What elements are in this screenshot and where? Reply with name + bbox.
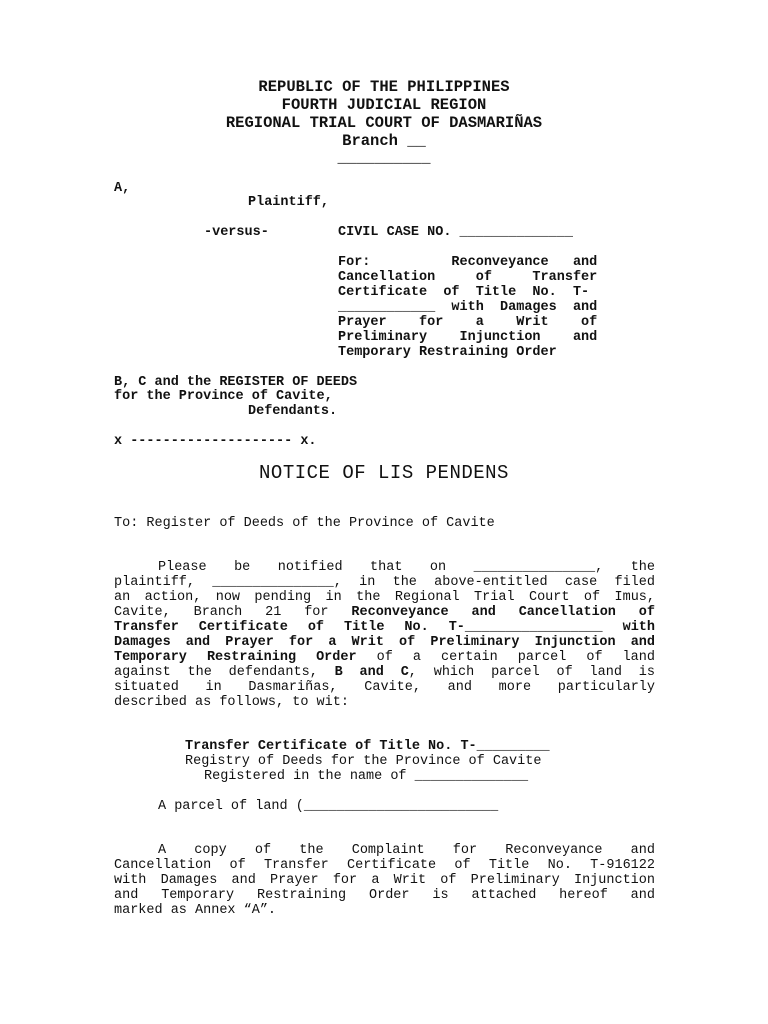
registry-line: Registry of Deeds for the Province of Cavite xyxy=(185,754,542,769)
defendants-line-2: for the Province of Cavite, xyxy=(114,389,333,404)
body-line: against the defendants, B and C, which parcel of land is xyxy=(114,665,655,680)
for-line: Cancellation of Transfer xyxy=(338,270,598,285)
plaintiff-name: A, xyxy=(114,181,131,196)
for-line: Certificate of Title No. T- xyxy=(338,285,590,300)
caption-separator: x -------------------- x. xyxy=(114,434,317,449)
body-line: situated in Dasmariñas, Cavite, and more particularly xyxy=(114,680,655,695)
body-line: Please be notified that on _______________, the xyxy=(158,560,655,575)
body-line: Transfer Certificate of Title No. T-_________________ with xyxy=(114,620,655,635)
registered-name-line: Registered in the name of ______________ xyxy=(204,769,529,784)
plaintiff-label: Plaintiff, xyxy=(248,195,330,210)
document-title: NOTICE OF LIS PENDENS xyxy=(259,462,509,484)
for-line: Preliminary Injunction and xyxy=(338,330,598,345)
for-line: Prayer for a Writ of xyxy=(338,315,598,330)
addressee: To: Register of Deeds of the Province of Cavite xyxy=(114,516,495,531)
body-line: described as follows, to wit: xyxy=(114,695,349,710)
for-line: ____________ with Damages and xyxy=(338,300,598,315)
annex-line: Cancellation of Transfer Certificate of Title No. T-916122 xyxy=(114,858,655,873)
body-line: plaintiff, _______________, in the above-entitled case filed xyxy=(114,575,655,590)
caption-court: REGIONAL TRIAL COURT OF DASMARIÑAS xyxy=(225,114,543,132)
caption-branch-blank: __________ xyxy=(337,149,431,167)
for-line: Temporary Restraining Order xyxy=(338,345,557,360)
caption-region: FOURTH JUDICIAL REGION xyxy=(281,96,487,114)
body-line: Cavite, Branch 21 for Reconveyance and Cancellation of xyxy=(114,605,655,620)
body-line: an action, now pending in the Regional Trial Court of Imus, xyxy=(114,590,655,605)
caption-branch: Branch __ xyxy=(342,132,426,150)
defendants-line-1: B, C and the REGISTER OF DEEDS xyxy=(114,375,358,390)
annex-line: with Damages and Prayer for a Writ of Preliminary Injunction xyxy=(114,873,655,888)
annex-line: and Temporary Restraining Order is attached hereof and xyxy=(114,888,655,903)
versus-label: -versus- xyxy=(204,225,269,240)
body-line: Temporary Restraining Order of a certain parcel of land xyxy=(114,650,655,665)
annex-line: A copy of the Complaint for Reconveyance and xyxy=(158,843,655,858)
parcel-line: A parcel of land (________________________ xyxy=(158,799,499,814)
defendants-label: Defendants. xyxy=(248,404,338,419)
civil-case-number: CIVIL CASE NO. ______________ xyxy=(338,225,573,240)
annex-line: marked as Annex “A”. xyxy=(114,903,277,918)
caption-republic: REPUBLIC OF THE PHILIPPINES xyxy=(258,78,510,96)
tct-line: Transfer Certificate of Title No. T-_________ xyxy=(185,739,550,754)
for-line: For: Reconveyance and xyxy=(338,255,598,270)
body-line: Damages and Prayer for a Writ of Preliminary Injunction and xyxy=(114,635,655,650)
